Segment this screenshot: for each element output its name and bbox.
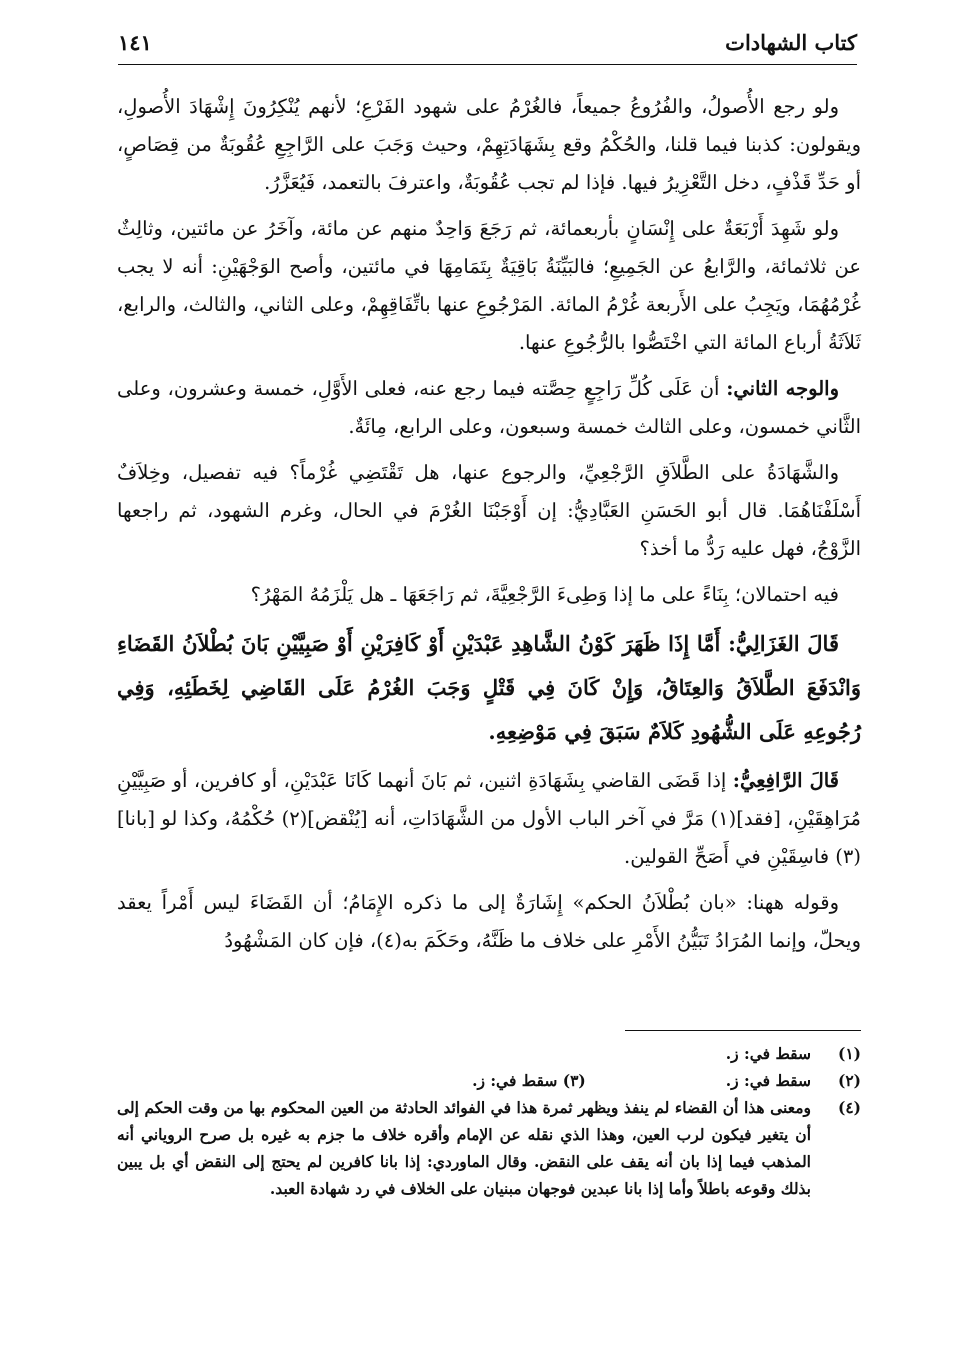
footnote-text: سقط في: ز. xyxy=(725,1071,811,1090)
footnote-text: سقط في: ز. xyxy=(725,1044,811,1063)
footnote xyxy=(117,1067,861,1094)
paragraph-lead: قَالَ الرَّافِعِيُّ: xyxy=(732,769,840,792)
paragraph xyxy=(117,576,861,614)
footnotes xyxy=(117,1040,861,1202)
paragraph-lead: والوجه الثاني: xyxy=(726,377,839,400)
footnote-number: (١) xyxy=(837,1044,861,1063)
footnote-divider xyxy=(625,1030,861,1031)
paragraph-text: والشَّهَادَةُ على الطَّلاَقِ الرَّجْعِيِّ، والرجوع عنها، هل تَقْتَضِي غُرْماً؟ فيه تفصيل، وخِلاَفٌ أَسْلَفْنَاهُمَا. قال أبو الحَسَنِ العَبَّادِيُّ: إن أَوْجَبْنَا الغُرْمَ في الحال، وغرم الشهود، ثم راجعها الزَّوْجُ، فهل عليه رَدُّ ما أخذ؟ xyxy=(117,461,861,560)
chapter-title: كتاب الشهادات xyxy=(725,30,857,55)
footnote-number: (٢) xyxy=(837,1071,861,1090)
paragraph-lead: قَالَ الغَزَالِيُّ: xyxy=(728,631,839,656)
paragraph-text: فيه احتمالان؛ بِنَاءً على ما إذا وَطِىءَ الرَّجْعِيَّةَ، ثم رَاجَعَهَا ـ هل يَلْزَمُهُ المَهْرُ؟ xyxy=(250,583,839,606)
paragraph-text: ولو رجع الأُصولُ، والفُرُوعُ جميعاً، فالغُرْمُ على شهود الفَرْعِ؛ لأنهم يُنْكِرُونَ إِشْهَادَ الأُصولِ، ويقولون: كذبنا فيما قلنا، والحُكْمُ وقع بِشَهَادَتِهِمْ، وحيث وَجَبَ على الرَّاجِعِ عُقُوبَةٌ من قِصَاصٍ، أو حَدِّ قَذْفٍ، دخل التَّعْزِيرُ فيها. فإذا لم تجب عُقُوبَةٌ، واعترفَ بالتعمد، فَيُعَزَّرُ. xyxy=(117,95,861,194)
paragraph-text: إذا قَضَى القاضي بِشَهَادَةِ اثنين، ثم بَانَ أنهما كَانَا عَبْدَيْنِ، أو كافرين، أو صَبِيَّيْنِ مُرَاهِقَيْنِ، [فقد](١) مَرَّ في آخر الباب الأول من الشَّهَادَاتِ، أنه [يُنْقض](٢) حُكْمُهُ، وكذا لو [بانا](٣) فاسِقَيْنِ في أَصَحِّ القولين. xyxy=(117,769,862,868)
paragraph-text: ولو شَهِدَ أَرْبَعَةٌ على إِنْسَانٍ بأربعمائة، ثم رَجَعَ وَاحِدٌ منهم عن مائة، وآخَرُ عن مائتين، وثالِثٌ عن ثلاثمائة، والرَّابعُ عن الجَمِيعِ؛ فالبَيِّنَةُ بَاقِيَةٌ بِتَمَامِهَا في مائتين، وأصح الوَجْهَيْنِ: أنه لا يجب غُرْمُهُمَا، ويَجِبُ على الأَربعة غُرْمُ المائة. المَرْجُوعِ عنها باتِّفَاقِهِمْ، وعلى الثاني، والثالث، والرابع، ثَلاَثَةُ أرباع المائة التي اخْتَصُّوا بالرُّجُوعِ عنها. xyxy=(117,217,861,354)
footnote-text-secondary: (٣) سقط في: ز. xyxy=(472,1071,586,1090)
ghazali-quote xyxy=(117,622,861,754)
footnote-number: (٤) xyxy=(837,1098,861,1117)
paragraph xyxy=(117,454,861,568)
paragraph xyxy=(117,88,861,202)
footnote xyxy=(117,1040,861,1067)
page-header xyxy=(118,24,857,65)
paragraph xyxy=(117,884,861,960)
page-number: ١٤١ xyxy=(118,30,152,55)
paragraph-text: وقوله ههنا: «بان بُطْلاَنُ الحكم» إِشَارَةٌ إلى ما ذكره الإِمَامُ؛ أن القَضَاءَ ليس أَمْراً يعقد ويحلّ، وإنما المُرَادُ تَبَيُّنُ الأَمْرِ على خلاف ما ظَنَّهُ، وحَكَمَ به(٤)، فإن كان المَشْهُودُ xyxy=(117,891,861,952)
main-text xyxy=(117,88,861,968)
paragraph xyxy=(117,762,861,876)
paragraph xyxy=(117,210,861,362)
paragraph-text: أن عَلَى كُلِّ رَاجِعٍ حِصَّته فيما رجع عنه، فعلى الأَوَّلِ، خمسة وعشرون، وعلى الثَّاني خمسون، وعلى الثالث خمسة وسبعون، وعلى الرابع، مِائَةٌ. xyxy=(117,377,861,438)
paragraph-text: أَمَّا إِذَا ظَهَرَ كَوْنُ الشَّاهِدِ عَبْدَيْنِ أَوْ كَافِرَيْنِ أَوْ صَبِيَّيْنِ بَانَ بُطْلاَنُ القَضَاءِ وَانْدَفَعَ الطَّلاَقُ وَالعِتَاقُ، وَإِنْ كَانَ فِي قَتْلٍ وَجَبَ الغُرْمُ عَلَى القَاضِي لِخَطَئِهِ، وَفِي رُجُوعِهِ عَلَى الشُّهُودِ كَلاَمٌ سَبَقَ فِي مَوْضِعِهِ. xyxy=(117,631,861,744)
footnote xyxy=(117,1094,861,1202)
paragraph xyxy=(117,370,861,446)
footnote-text: ومعنى هذا أن القضاء لم ينفذ ويظهر ثمرة هذا في الفوائد الحادثة من العين المحكوم بها من وقت الحكم إلى أن يتغير فيكون لرب العين، وهذا الذي نقله عن الإمام وأقره خلاف ما جزم به غيره بل صرح الروياني أنه المذهب فيما إذا بان أنه يقف على النقض. وقال الماوردي: إذا بانا كافرين لم يحتج إلى النقض أي بل يبين بذلك وقوعه باطلاً وأما إذا بانا عبدين فوجهان مبنيان على الخلاف في رد شهادة العبد. xyxy=(117,1098,811,1198)
